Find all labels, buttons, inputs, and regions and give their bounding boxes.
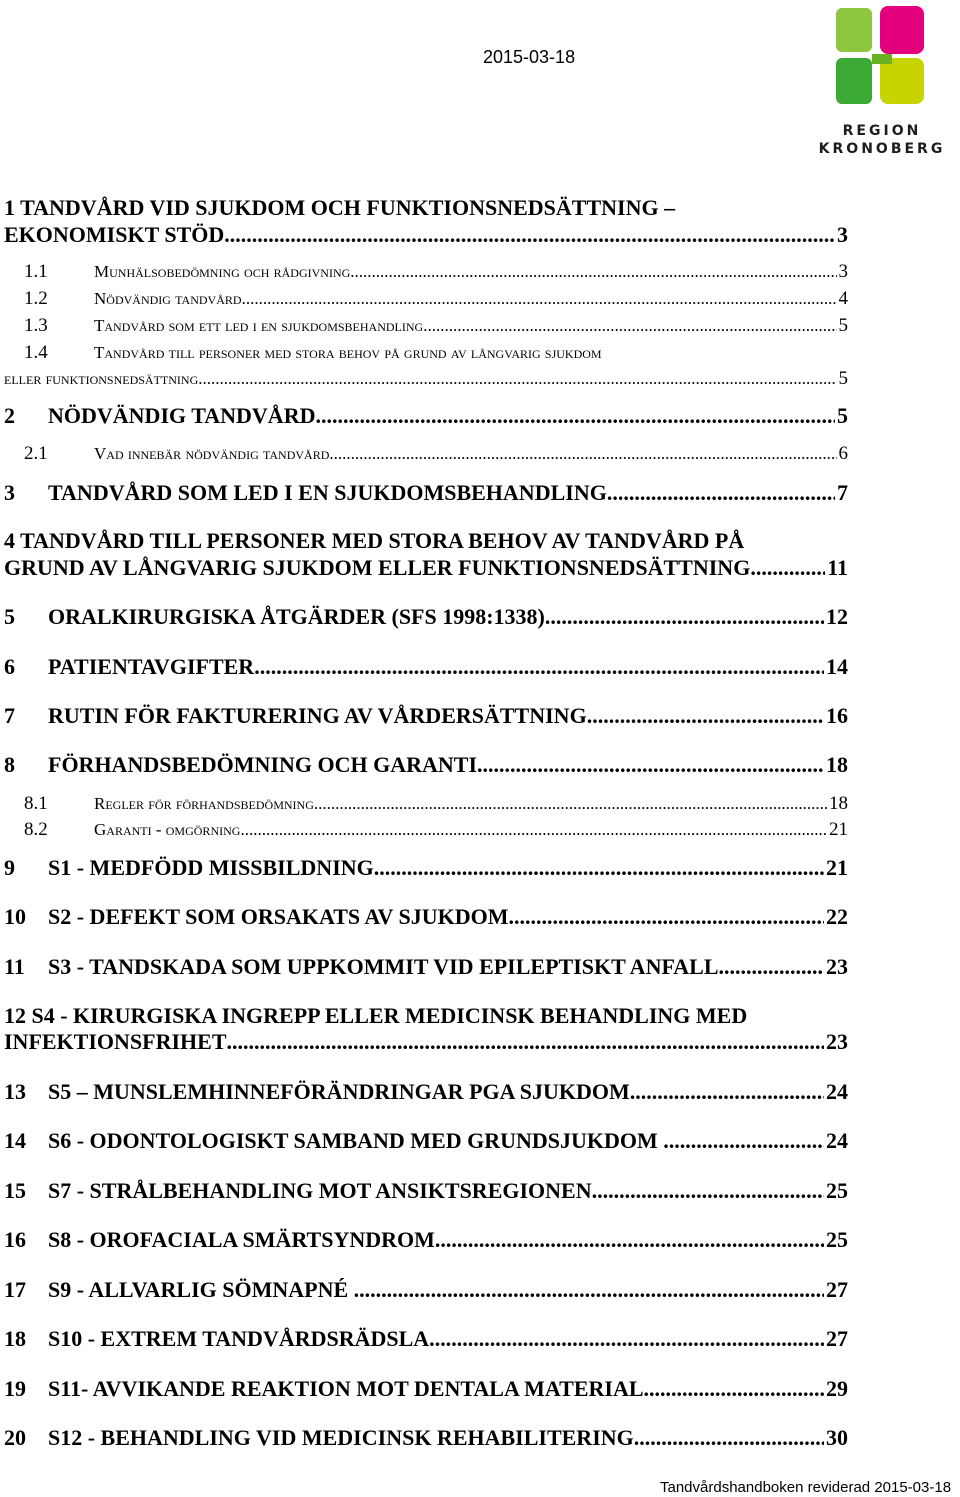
- toc-entry-text: Munhälsobedömning och rådgivning: [94, 262, 351, 281]
- toc-entry-text: FÖRHANDSBEDÖMNING OCH GARANTI.: [48, 752, 483, 777]
- toc-page-number: 18: [829, 793, 848, 814]
- toc-leader: [669, 1128, 824, 1154]
- toc-entry-number: 1.3: [24, 315, 48, 336]
- toc-entry-number: 8: [4, 752, 15, 777]
- toc-entry-text: Garanti - omgörning: [94, 820, 241, 839]
- toc-entry-text: Tandvård till personer med stora behov på grund av långvarig sjukdom: [94, 343, 602, 362]
- toc-entry-13[interactable]: [4, 1079, 848, 1105]
- toc-page-number: 7: [837, 480, 848, 505]
- toc-page-number: 5: [838, 368, 848, 389]
- toc-entry-text: S3 - TANDSKADA SOM UPPKOMMIT VID EPILEPTISKT ANFALL: [48, 954, 719, 979]
- toc-entry-8-2[interactable]: [4, 819, 848, 841]
- toc-entry-15[interactable]: [4, 1178, 848, 1204]
- toc-entry-text: ORALKIRURGISKA ÅTGÄRDER (SFS 1998:1338): [48, 604, 545, 629]
- toc-entry-2-1[interactable]: [4, 443, 848, 465]
- toc-entry-11[interactable]: [4, 954, 848, 980]
- toc-entry-number: 1.4: [24, 342, 48, 363]
- toc-leader: [227, 1029, 825, 1055]
- toc-entry-number: 18: [4, 1326, 26, 1351]
- toc-entry-number: 6: [4, 654, 15, 679]
- toc-entry-19[interactable]: [4, 1376, 848, 1402]
- toc-entry-1-1[interactable]: [4, 261, 848, 283]
- toc-entry-text: INFEKTIONSFRIHET: [4, 1029, 227, 1054]
- toc-entry-number: 2.1: [24, 443, 48, 464]
- toc-page-number: 25: [826, 1227, 848, 1252]
- toc-entry-text: Nödvändig tandvård: [94, 289, 242, 308]
- toc-page-number: 24: [826, 1079, 848, 1104]
- toc-leader: [198, 369, 836, 389]
- toc-entry-text: S10 - EXTREM TANDVÅRDSRÄDSLA.: [48, 1326, 435, 1351]
- toc-entry-12[interactable]: [4, 1029, 848, 1055]
- toc-entry-16[interactable]: [4, 1227, 848, 1253]
- toc-leader: [607, 480, 835, 506]
- toc-page-number: 16: [826, 703, 848, 728]
- toc-entry-8-1[interactable]: [4, 793, 848, 815]
- toc-entry-number: 14: [4, 1128, 26, 1153]
- toc-entry-18[interactable]: [4, 1326, 848, 1352]
- toc-page-number: 29: [826, 1376, 848, 1401]
- toc-leader: [240, 820, 827, 840]
- toc-entry-number: 17: [4, 1277, 26, 1302]
- toc-entry-9[interactable]: [4, 855, 848, 881]
- toc-leader: [630, 1079, 824, 1105]
- toc-entry-text: GRUND AV LÅNGVARIG SJUKDOM ELLER FUNKTIONSNEDSÄTTNING: [4, 555, 751, 580]
- logo-wordmark: [812, 122, 952, 158]
- toc-leader: [597, 1178, 824, 1204]
- toc-page-number: 22: [826, 904, 848, 929]
- toc-leader: [242, 289, 837, 309]
- toc-page-number: 3: [838, 261, 848, 282]
- toc-entry-number: 11: [4, 954, 25, 979]
- toc-entry-text: S6 - ODONTOLOGISKT SAMBAND MED GRUNDSJUKDOM .: [48, 1128, 669, 1153]
- toc-leader: [639, 1425, 824, 1451]
- toc-entry-text: Vad innebär nödvändig tandvård: [94, 444, 330, 463]
- toc-page-number: 24: [826, 1128, 848, 1153]
- toc-leader: [374, 855, 824, 881]
- toc-entry-text: TANDVÅRD SOM LED I EN SJUKDOMSBEHANDLING: [48, 480, 607, 505]
- toc-entry-number: 8.2: [24, 819, 48, 840]
- toc-entry-7[interactable]: [4, 703, 848, 729]
- toc-entry-text: NÖDVÄNDIG TANDVÅRD: [48, 403, 316, 428]
- toc-leader: [318, 794, 827, 814]
- toc-page-number: 11: [827, 555, 848, 580]
- toc-page-number: 6: [838, 443, 848, 464]
- toc-entry-number: 2: [4, 403, 15, 428]
- toc-entry-number: 9: [4, 855, 15, 880]
- toc-entry-number: 1.1: [24, 261, 48, 282]
- toc-entry-text: S5 – MUNSLEMHINNEFÖRÄNDRINGAR PGA SJUKDOM: [48, 1079, 630, 1104]
- toc-page-number: 5: [838, 315, 848, 336]
- toc-leader: [644, 1376, 824, 1402]
- region-kronoberg-logo: [836, 6, 926, 106]
- toc-entry-text: S11- AVVIKANDE REAKTION MOT DENTALA MATERIAL: [48, 1376, 644, 1401]
- page-footer: Tandvårdshandboken reviderad 2015-03-18: [660, 1479, 952, 1496]
- toc-entry-number: 13: [4, 1079, 26, 1104]
- toc-leader: [423, 316, 836, 336]
- toc-page-number: 12: [826, 604, 848, 629]
- toc-leader: [440, 1227, 824, 1253]
- toc-entry-text: eller funktionsnedsättning: [4, 369, 199, 388]
- toc-entry-number: 5: [4, 604, 15, 629]
- toc-entry-6[interactable]: [4, 654, 848, 680]
- toc-page-number: 14: [826, 654, 848, 679]
- toc-entry-3[interactable]: [4, 480, 848, 506]
- toc-entry-text: EKONOMISKT STÖD: [4, 222, 225, 247]
- toc-entry-number: 19: [4, 1376, 26, 1401]
- toc-leader: [587, 703, 824, 729]
- toc-entry-number: 15: [4, 1178, 26, 1203]
- toc-entry-text: S9 - ALLVARLIG SÖMNAPNÉ .: [48, 1277, 360, 1302]
- toc-entry-1-4-line1[interactable]: [4, 342, 602, 364]
- toc-entry-number: 1.2: [24, 288, 48, 309]
- toc-entry-1-3[interactable]: [4, 315, 848, 337]
- toc-entry-number: 10: [4, 904, 26, 929]
- toc-page-number: 3: [837, 222, 848, 247]
- toc-page-number: 4: [838, 288, 848, 309]
- toc-entry-4-line1[interactable]: 4 TANDVÅRD TILL PERSONER MED STORA BEHOV AV TANDVÅRD PÅ: [4, 528, 745, 553]
- toc-entry-10[interactable]: [4, 904, 848, 930]
- toc-entry-17[interactable]: [4, 1277, 848, 1303]
- logo-text-region: REGION: [842, 123, 922, 139]
- toc-page-number: 23: [826, 954, 848, 979]
- toc-leader: [224, 222, 835, 248]
- toc-entry-2[interactable]: [4, 403, 848, 429]
- toc-entry-text: S1 - MEDFÖDD MISSBILDNING: [48, 855, 374, 880]
- toc-page-number: 21: [829, 819, 848, 840]
- toc-entry-1-4[interactable]: [4, 368, 848, 390]
- toc-leader: [359, 1277, 824, 1303]
- toc-entry-text: S2 - DEFEKT SOM ORSAKATS AV SJUKDOM: [48, 904, 509, 929]
- document-date: 2015-03-18: [483, 47, 576, 67]
- toc-entry-5[interactable]: [4, 604, 848, 630]
- toc-page-number: 18: [826, 752, 848, 777]
- toc-entry-8[interactable]: [4, 752, 848, 778]
- toc-leader: [329, 444, 836, 464]
- toc-entry-1-2[interactable]: [4, 288, 848, 310]
- toc-page-number: 27: [826, 1277, 848, 1302]
- toc-entry-text: Regler för förhandsbedömning.: [94, 794, 319, 813]
- toc-entry-text: S8 - OROFACIALA SMÄRTSYNDROM.: [48, 1227, 441, 1252]
- toc-entry-14[interactable]: [4, 1128, 848, 1154]
- toc-page-number: 27: [826, 1326, 848, 1351]
- toc-entry-number: 20: [4, 1425, 26, 1450]
- toc-entry-text: S12 - BEHANDLING VID MEDICINSK REHABILITERING.: [48, 1425, 640, 1450]
- toc-leader: [435, 1326, 824, 1352]
- logo-text-kronoberg: KRONOBERG: [818, 141, 946, 157]
- toc-leader: [545, 604, 824, 630]
- toc-leader: [508, 904, 824, 930]
- toc-entry-text: PATIENTAVGIFTER: [48, 654, 255, 679]
- toc-leader: [719, 954, 825, 980]
- toc-entry-20[interactable]: [4, 1425, 848, 1451]
- toc-entry-text: S7 - STRÅLBEHANDLING MOT ANSIKTSREGIONEN.: [48, 1178, 598, 1203]
- toc-entry-4[interactable]: [4, 555, 848, 581]
- toc-leader: [350, 262, 836, 282]
- toc-entry-1-line1[interactable]: 1 TANDVÅRD VID SJUKDOM OCH FUNKTIONSNEDSÄTTNING –: [4, 195, 676, 220]
- toc-entry-text: RUTIN FÖR FAKTURERING AV VÅRDERSÄTTNING: [48, 703, 587, 728]
- toc-leader: [750, 555, 825, 581]
- toc-entry-text: Tandvård som ett led i en sjukdomsbehandling: [94, 316, 424, 335]
- toc-leader: [483, 752, 824, 778]
- toc-entry-number: 7: [4, 703, 15, 728]
- toc-entry-number: 16: [4, 1227, 26, 1252]
- toc-entry-12-line1[interactable]: 12 S4 - KIRURGISKA INGREPP ELLER MEDICINSK BEHANDLING MED: [4, 1003, 748, 1028]
- toc-entry-number: 8.1: [24, 793, 48, 814]
- toc-page-number: 25: [826, 1178, 848, 1203]
- toc-leader: [315, 403, 835, 429]
- toc-page-number: 23: [826, 1029, 848, 1054]
- toc-entry-number: 3: [4, 480, 15, 505]
- toc-page-number: 21: [826, 855, 848, 880]
- toc-page-number: 5: [837, 403, 848, 428]
- toc-entry-1[interactable]: [4, 222, 848, 248]
- toc-leader: [254, 654, 824, 680]
- toc-page-number: 30: [826, 1425, 848, 1450]
